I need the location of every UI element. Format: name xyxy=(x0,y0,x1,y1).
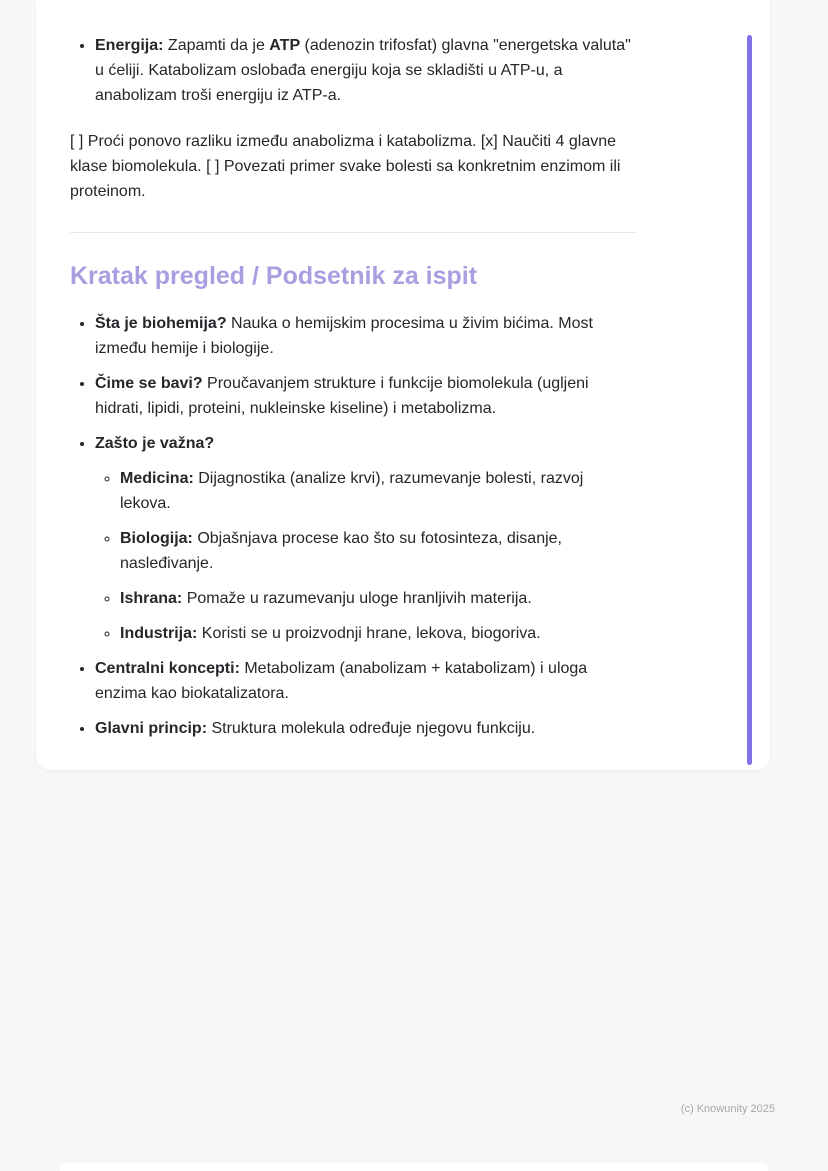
footer-copyright: (c) Knowunity 2025 xyxy=(680,1103,775,1115)
bold-term: ATP xyxy=(269,37,301,54)
summary-item-glavni-princip xyxy=(95,716,636,741)
document-page xyxy=(36,0,770,770)
text-segment: Struktura molekula određuje njegovu funkciju. xyxy=(207,720,536,737)
summary-item-cime-se-bavi xyxy=(95,371,636,421)
text-segment: Pomaže u razumevanju uloge hranljivih materija. xyxy=(182,590,532,607)
bold-label: Glavni princip: xyxy=(95,720,208,737)
bold-label: Industrija: xyxy=(120,625,198,642)
text-segment: Zapamti da je xyxy=(163,37,270,54)
bold-label: Zašto je važna? xyxy=(95,435,215,452)
summary-list xyxy=(70,311,636,741)
section-heading: Kratak pregled / Podsetnik za ispit xyxy=(70,262,478,290)
bold-label: Energija: xyxy=(95,37,164,54)
sub-item-biologija xyxy=(120,526,636,576)
sub-item-medicina xyxy=(120,466,636,516)
next-page-card xyxy=(60,1163,768,1171)
sub-item-ishrana xyxy=(120,586,636,611)
summary-item-sta-je-biohemija xyxy=(95,311,636,361)
bold-label: Biologija: xyxy=(120,530,193,547)
text-segment: Objašnjava procese kao što su fotosinteza, disanje, nasleđivanje. xyxy=(120,530,562,572)
study-tips-list xyxy=(70,33,636,108)
text-segment: Koristi se u proizvodnji hrane, lekova, biogoriva. xyxy=(197,625,541,642)
text-segment: Nauka o hemijskim procesima u živim bićima. Most između hemije i biologije. xyxy=(95,315,593,357)
summary-item-centralni-koncepti xyxy=(95,656,636,706)
bold-label: Ishrana: xyxy=(120,590,183,607)
list-item-energija xyxy=(95,33,636,108)
scrollbar-thumb[interactable] xyxy=(747,35,752,765)
text-segment: Proučavanjem strukture i funkcije biomolekula (ugljeni hidrati, lipidi, proteini, nukleinske kiseline) i metabolizma. xyxy=(95,375,589,417)
section-divider xyxy=(70,232,636,233)
sub-item-industrija xyxy=(120,621,636,646)
bold-label: Medicina: xyxy=(120,470,194,487)
bold-label: Čime se bavi? xyxy=(95,375,203,392)
todo-checklist-paragraph: [ ] Proći ponovo razliku između anabolizma i katabolizma. [x] Naučiti 4 glavne klase biomolekula. [ ] Povezati primer svake bolesti sa konkretnim enzimom ili proteinom. xyxy=(70,133,621,200)
text-segment: Metabolizam (anabolizam + katabolizam) i uloga enzima kao biokatalizatora. xyxy=(95,660,588,702)
document-content xyxy=(70,33,636,741)
importance-sub-list xyxy=(95,466,636,646)
bold-label: Centralni koncepti: xyxy=(95,660,240,677)
summary-item-zasto-je-vazna xyxy=(95,431,636,646)
bold-label: Šta je biohemija? xyxy=(95,315,227,332)
text-segment: Dijagnostika (analize krvi), razumevanje bolesti, razvoj lekova. xyxy=(120,470,584,512)
text-segment: (adenozin trifosfat) glavna "energetska valuta" u ćeliji. Katabolizam oslobađa energiju koja se skladišti u ATP-u, a anabolizam troši energiju iz ATP-a. xyxy=(95,37,631,104)
